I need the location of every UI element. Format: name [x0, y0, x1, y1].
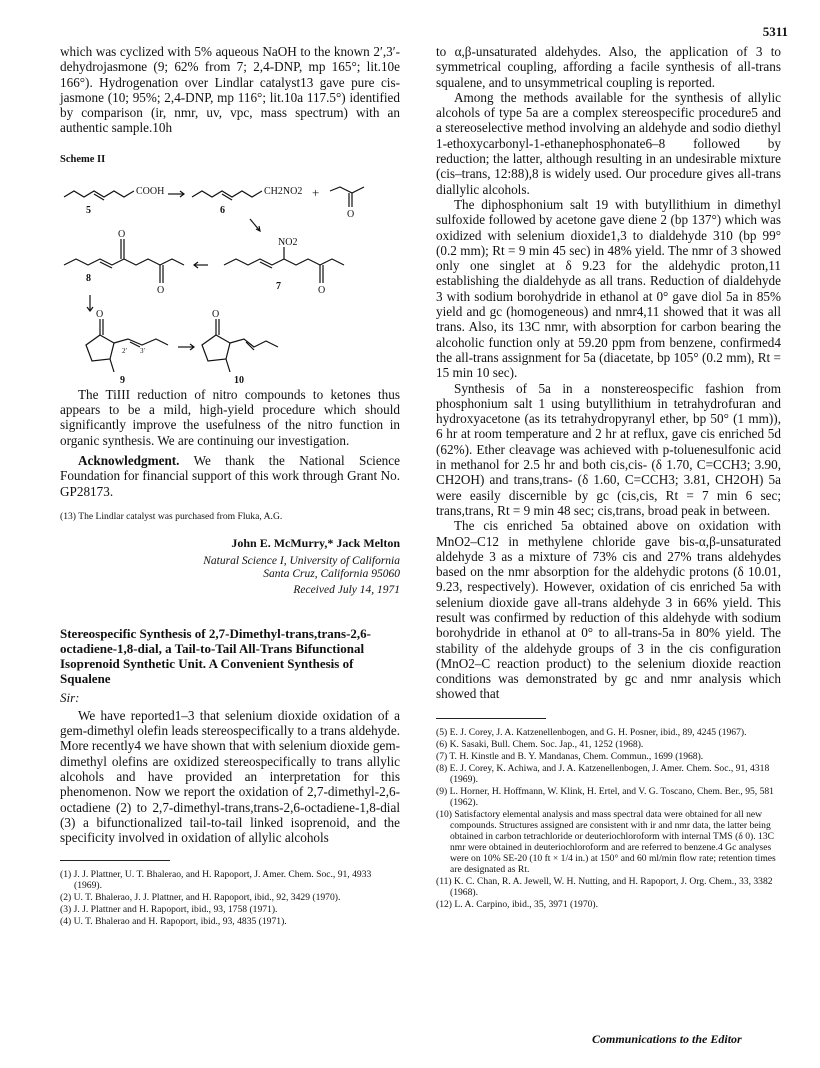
label-8: 8	[86, 272, 91, 284]
label-6: 6	[220, 204, 225, 216]
footnote-9: (9) L. Horner, H. Hoffmann, W. Klink, H. Ertel, and V. G. Toscano, Chem. Ber., 95, 581 (1962).	[436, 785, 774, 808]
footnote-13: (13) The Lindlar catalyst was purchased from Fluka, A.G.	[60, 510, 283, 522]
compound-10-oxygen: O	[212, 308, 220, 320]
right-column	[436, 44, 781, 911]
scheme-title: Scheme II	[60, 153, 106, 165]
plus-sign: +	[312, 184, 320, 200]
intro-paragraph: which was cyclized with 5% aqueous NaOH to the known 2′,3′-dehydrojasmone (9; 62% from 7; 2,4-DNP, mp 165°; lit.10e 166°). Hydrogenation over Lindlar catalyst13 gave pure cis-jasmone (10; 95%; 2,4-DNP, mp 116°; lit.10a 117.5°) identified by comparison (ir, nmr, uv, vpc, mass spectrum) with an authentic sample.10h	[60, 44, 400, 136]
label-9: 9	[120, 374, 125, 386]
footer-section-name: Communications to the Editor	[592, 1032, 742, 1046]
label-7: 7	[276, 280, 281, 292]
compound-8-oxygen-top: O	[118, 228, 126, 240]
left-column	[60, 44, 400, 928]
right-paragraph-2: Among the methods available for the synthesis of allylic alcohols of type 5a are a complex stereospecific procedure5 and a stereoselective method involving an aldehyde and sodio diethyl 1-ethoxycarbonyl-1-ethanephosphonate6–8 followed by reduction; the latter, although resulting in an undesirable mixture (cis–trans, 12:88),8 is widely used. Our procedure gives all-trans diallylic alcohols.	[436, 89, 781, 197]
right-footnotes	[436, 727, 781, 910]
article-title: Stereospecific Synthesis of 2,7-Dimethyl-trans,trans-2,6-octadiene-1,8-dial, a Tail-to-Tail All-Trans Bifunctional Isoprenoid Synthetic Unit. A Convenient Synthesis of Squalene	[60, 625, 371, 686]
footnote-7: (7) T. H. Kinstle and B. Y. Mandanas, Chem. Commun., 1699 (1968).	[436, 750, 704, 762]
compound-5-double-bond	[94, 194, 104, 200]
compound-7-chain	[224, 259, 344, 265]
footnote-rule	[60, 860, 170, 861]
acknowledgment-text: We thank the National Science Foundation for financial support of this work through Grant No. GP28173.	[60, 452, 400, 499]
received-date: Received July 14, 1971	[293, 583, 400, 596]
affiliation-line-2: Santa Cruz, California 95060	[263, 568, 400, 581]
footnote-10: (10) Satisfactory elemental analysis and mass spectral data were obtained for all new compounds. Structures assigned are consistent with ir and nmr data, the latter being obtained in carbon tetrachloride or deuteriochloroform with internal TMS (δ 0). 13C nmr were obtained in deuteriochloroform and are referred to benzene.4 Gc analyses were on 10% SE-20 (10 ft × 1/4 in.) at 150° and 60 ml/min flow rate; retention times are designated as Rt.	[436, 808, 776, 875]
right-paragraph-4: Synthesis of 5a in a nonstereospecific fashion from phosphonium salt 1 using butyllithium in tetrahydrofuran and hydroxyacetone (as its tetrahydropyranyl ether, bp 50° (1 mm)), 6 hr at room temperature and 2 hr at reflux, gave cis enriched 5d (62%). Ether cleavage was achieved with p-toluenesulfonic acid in methanol for 2.5 hr and both cis,cis- (δ 1.70, C=CCH3; 3.90, CH2OH) and trans,trans- (δ 1.60, C=CCH3; 3.81, CH2OH) 5a were easily discernible by gc (cis,cis, Rt = 7 min 6 sec; trans,trans, Rt = 9 min 48 sec; cis,trans, broad peak in between.	[436, 380, 781, 518]
label-10: 10	[234, 374, 244, 386]
ti-paragraph: The TiIII reduction of nitro compounds to ketones thus appears to be a mild, high-yield procedure which should significantly improve the usefulness of the nitro function in organic synthesis. We are continuing our investigation.	[60, 386, 400, 448]
compound-9-side-chain	[114, 339, 168, 345]
compound-7-oxygen: O	[318, 284, 326, 296]
left-footnotes	[60, 869, 400, 927]
footnote-3: (3) J. J. Plattner and H. Rapoport, ibid., 93, 1758 (1971).	[60, 903, 278, 915]
right-paragraph-1: to α,β-unsaturated aldehydes. Also, the application of 3 to symmetrical coupling, affording a facile synthesis of all-trans squalene, and to unsymmetrical coupling is reported.	[436, 44, 781, 90]
footnote-5: (5) E. J. Corey, J. A. Katzenellenbogen, and G. H. Posner, ibid., 89, 4245 (1967).	[436, 726, 747, 738]
compound-8-chain	[64, 259, 184, 265]
footnote-6: (6) K. Sasaki, Bull. Chem. Soc. Jap., 41, 1252 (1968).	[436, 738, 644, 750]
ch2no2-label: CH2NO2	[264, 185, 303, 197]
footnote-4: (4) U. T. Bhalerao and H. Rapoport, ibid., 93, 4835 (1971).	[60, 915, 287, 927]
footnote-8: (8) E. J. Corey, K. Achiwa, and J. A. Katzenellenbogen, J. Amer. Chem. Soc., 91, 4318 (1969).	[436, 762, 770, 785]
prime-2-label: 2′	[122, 346, 128, 355]
salutation: Sir:	[60, 689, 80, 705]
compound-5-chain	[64, 191, 134, 197]
scheme-ii-diagram	[60, 167, 400, 387]
compound-10-side-chain	[230, 339, 278, 347]
authors: John E. McMurry,* Jack Melton	[231, 535, 400, 550]
mvk-oxygen: O	[347, 208, 355, 220]
intro-article-paragraph: We have reported1–3 that selenium dioxide oxidation of a gem-dimethyl olefin leads stereospecifically to a trans aldehyde. More recently4 we have shown that with selenium dioxide gem-dimethyl olefins are oxidized stereospecifically to trans allylic alcohols and have provided an interpretation for this phenomenon. Now we report the oxidation of 2,7-dimethyl-2,6-octadiene (2) to 2,7-dimethyl-trans,trans-2,6-octadiene-1,8-dial (3) a bifunctionalized tail-to-tail linked isoprenoid, and the specificity involved in oxidation of allylic alcohols	[60, 707, 400, 846]
right-footnote-rule	[436, 718, 546, 719]
right-paragraph-3: The diphosphonium salt 19 with butyllithium in dimethyl sulfoxide followed by acetone gave diene 2 (bp 137°) which was oxidized with selenium dioxide1,3 to dialdehyde 310 (bp 99° (0.2 mm); Rt = 9 min 45 sec) in 48% yield. The nmr of 3 showed only one singlet at δ 9.23 for the aldehydic proton,11 establishing the dialdehyde as all trans. Reduction of dialdehyde 3 with sodium borohydride in ethanol at 0° gave diol 5a in 85% yield and gc (homogeneous) and nmr4,11 showed that it was all trans. Also, its 13C nmr, with absorption for carbon bearing the alcoholic function only at 59.20 ppm from benzene, confirmed4 the all-trans assignment for 5a (diacetate, bp 105° (0.2 mm), Rt = 15 min 10 sec).	[436, 196, 781, 381]
footnote-1: (1) J. J. Plattner, U. T. Bhalerao, and H. Rapoport, J. Amer. Chem. Soc., 91, 4933 (1969).	[60, 868, 372, 891]
page-number: 5311	[762, 24, 788, 39]
acknowledgment	[60, 453, 400, 499]
compound-8-oxygen-bottom: O	[157, 284, 165, 296]
no2-label: NO2	[278, 236, 298, 248]
footnote-2: (2) U. T. Bhalerao, J. J. Plattner, and H. Rapoport, ibid., 92, 3429 (1970).	[60, 891, 341, 903]
footnote-12: (12) L. A. Carpino, ibid., 35, 3971 (1970).	[436, 898, 599, 910]
prime-3-label: 3′	[140, 346, 146, 355]
acknowledgment-head: Acknowledgment.	[78, 452, 180, 468]
arrow-6-to-7	[250, 219, 260, 231]
label-5: 5	[86, 204, 91, 216]
compound-10-ring	[202, 335, 230, 361]
right-paragraph-5: The cis enriched 5a obtained above on oxidation with MnO2–C12 in methylene chloride gave bis-α,β-unsaturated aldehyde 3 as a mixture of 73% cis and 27% trans aldehydes based on the nmr absorption for the aldehydic protons (δ 10.01, 9.23, respectively). However, oxidation of cis enriched 5a with selenium dioxide gave all-trans aldehyde 3 in 66% yield. This result was confirmed by reduction of this aldehyde with sodium borohydride in ethanol at 0° to all-trans-5a in 80% yield. The stability of the aldehyde groups of 3 in the cis configuration (MnO2–C reaction product) to the selenium dioxide reaction conditions was demonstrated by gc and nmr analysis which showed that	[436, 518, 781, 702]
affiliation-line-1: Natural Science I, University of California	[203, 554, 400, 567]
cooh-label: COOH	[136, 185, 165, 197]
compound-9-ring	[86, 335, 114, 361]
footnote-11: (11) K. C. Chan, R. A. Jewell, W. H. Nutting, and H. Rapoport, J. Org. Chem., 33, 3382 (1968).	[436, 875, 773, 898]
compound-9-oxygen: O	[96, 308, 104, 320]
compound-6-chain	[192, 191, 262, 197]
